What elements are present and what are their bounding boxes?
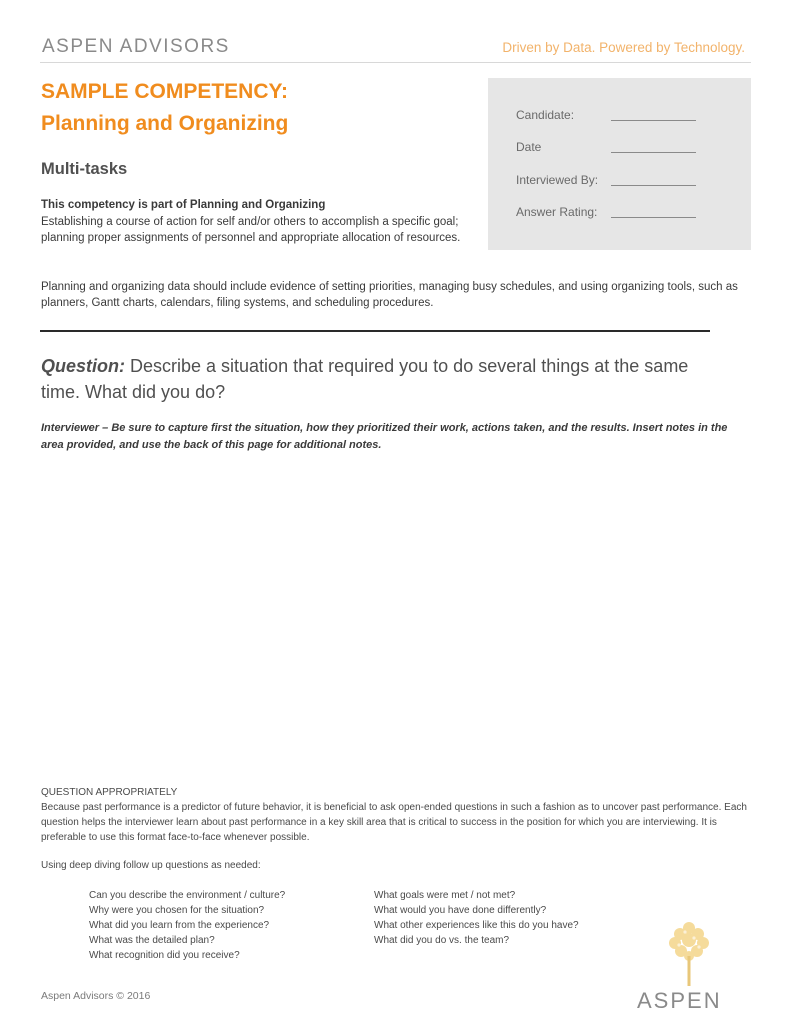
candidate-info-box — [488, 78, 751, 250]
aspen-logo-text: ASPEN — [637, 988, 722, 1013]
date-label: Date — [516, 140, 542, 154]
deep-dive-intro: Using deep diving follow up questions as needed: — [41, 860, 261, 871]
list-item: Why were you chosen for the situation? — [89, 905, 265, 916]
competency-subtitle: Multi-tasks — [41, 160, 128, 178]
followup-list-right — [374, 888, 579, 948]
list-item: What did you do vs. the team? — [374, 935, 510, 946]
question-appropriately-text: Because past performance is a predictor of future behavior, it is beneficial to ask open-ended questions in such a fashion as to uncover past performance. Each question helps the interviewer learn about past performance in a key skill area that is critical to success in the position for which you are interviewing. It is preferable to use this format face-to-face whenever possible. — [41, 802, 747, 843]
header-divider — [40, 62, 751, 63]
question-appropriately-heading: QUESTION APPROPRIATELY — [41, 787, 178, 798]
answer-rating-field[interactable] — [611, 217, 696, 218]
interview-question — [41, 353, 731, 405]
brand-logo-text: ASPEN ADVISORS — [42, 36, 230, 57]
list-item: What other experiences like this do you have? — [374, 920, 579, 931]
tagline: Driven by Data. Powered by Technology. — [502, 40, 745, 55]
competency-definition: Establishing a course of action for self and/or others to accomplish a specific goal; planning proper assignments of personnel and appropriate allocation of resources. — [41, 216, 461, 244]
list-item: What recognition did you receive? — [89, 950, 240, 961]
candidate-field[interactable] — [611, 120, 696, 121]
list-item: What would you have done differently? — [374, 905, 547, 916]
section-divider — [40, 330, 710, 332]
followup-list-left — [89, 888, 285, 963]
list-item: What was the detailed plan? — [89, 935, 215, 946]
page-title-line2: Planning and Organizing — [41, 112, 289, 135]
footer-copyright: Aspen Advisors © 2016 — [41, 990, 151, 1002]
list-item: What goals were met / not met? — [374, 890, 516, 901]
question-label: Question: — [41, 356, 125, 376]
page-title-line1: SAMPLE COMPETENCY: — [41, 80, 288, 103]
interviewer-note: Interviewer – Be sure to capture first the situation, how they prioritized their work, actions taken, and the results. Insert notes in the area provided, and use the back of this page for additional notes. — [41, 422, 728, 451]
list-item: Can you describe the environment / culture? — [89, 890, 286, 901]
answer-rating-label: Answer Rating: — [516, 205, 598, 219]
aspen-tree-icon — [663, 918, 715, 988]
question-text: Describe a situation that required you to do several things at the same time. What did you do? — [41, 356, 689, 402]
candidate-label: Candidate: — [516, 108, 575, 122]
date-field[interactable] — [611, 152, 696, 153]
interviewed-by-field[interactable] — [611, 185, 696, 186]
competency-part-of: This competency is part of Planning and Organizing — [41, 199, 326, 211]
list-item: What did you learn from the experience? — [89, 920, 270, 931]
planning-data-text: Planning and organizing data should include evidence of setting priorities, managing busy schedules, and using organizing tools, such as planners, Gantt charts, calendars, filing systems, and scheduling procedures. — [41, 281, 738, 309]
interviewed-by-label: Interviewed By: — [516, 173, 599, 187]
